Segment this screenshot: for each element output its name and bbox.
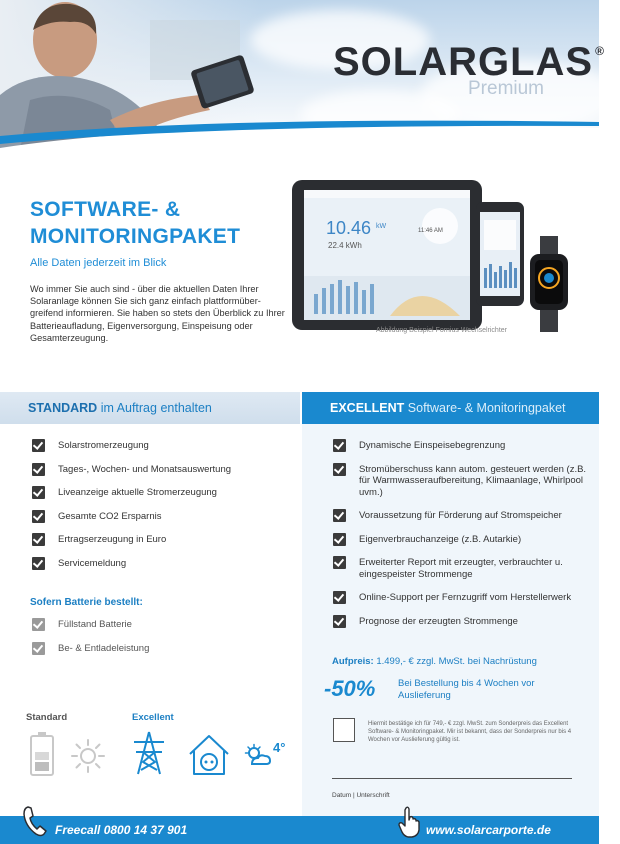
list-item [32,643,149,655]
discount-badge: -50% [324,676,376,701]
list-item [333,534,593,546]
footer-bar [0,816,599,844]
checkbox-checked-icon [32,557,45,570]
excellent-item-label: Dynamische Einspeisebegrenzung [359,440,506,451]
excellent-item-label: Prognose der erzeugten Strommenge [359,615,518,627]
signature-label: Datum | Unterschrift [332,792,390,799]
checkbox-checked-icon [333,463,346,476]
tablet-value: 10.46 [326,218,372,238]
icons-label-standard: Standard [26,712,68,723]
intro-text: Wo immer Sie auch sind - über die aktuellen Daten Ihrer Solaranlage können Sie sich ganz einfach plattformüber- greifend informieren. Sie haben so stets den Überblick zu Ihrer Batterieaufladung, Eigenversorgung, Einspeisung oder Gesamterzeugung. [30,284,285,343]
price-text: 1.499,- € zzgl. MwSt. bei Nachrüstung [373,656,537,667]
checkbox-checked-icon [32,642,45,655]
list-item [333,616,593,628]
standard-item-label: Tages-, Wochen- und Monatsauswertung [58,463,232,475]
checkbox-checked-icon [333,533,346,546]
page-title [30,196,240,250]
price-info [332,656,537,667]
tablet-energy: 22.4 kWh [328,241,362,250]
house-plug-icon [186,732,232,776]
weather-icon [244,744,272,768]
excellent-feature-list [333,440,593,627]
list-item [333,464,593,499]
battery-feature-list [32,619,149,654]
standard-feature-list [32,440,231,569]
checkbox-checked-icon [32,618,45,631]
standard-band-rest: im Auftrag enthalten [97,401,212,415]
pointer-hand-icon [398,806,422,838]
brand-name: SOLARGLAS [333,40,594,84]
battery-heading: Sofern Batterie bestellt: [30,597,143,608]
excellent-band-rest: Software- & Monitoringpaket [404,401,566,415]
standard-band-bold: STANDARD [28,401,98,415]
standard-item-label: Gesamte CO2 Ersparnis [58,510,162,522]
fine-print: Hiermit bestätige ich für 749,- € zzgl. MwSt. zum Sonderpreis das Excellent Software- & Monitoringpaket. Mir ist bekannt, dass der Sonderpreis nur bis 4 Wochen vor Auslieferung gültig ist. [368,721,572,743]
excellent-band-title [330,401,566,415]
checkbox-checked-icon [32,463,45,476]
page-subtitle: Alle Daten jederzeit im Blick [30,257,167,269]
list-item [32,619,149,631]
excellent-item-label: Stromüberschuss kann autom. gesteuert werden (z.B. für Warmwasseraufbereitung, Klimaanlage, Whirlpool uvm.) [359,463,587,498]
standard-item-label: Servicemeldung [58,557,127,569]
checkbox-checked-icon [333,591,346,604]
brand-sub: Premium [468,78,545,99]
list-item [333,510,593,522]
checkbox-checked-icon [333,556,346,569]
standard-band-title [28,401,212,415]
standard-item-label: Ertragserzeugung in Euro [58,534,167,545]
footer-phone[interactable]: Freecall 0800 14 37 901 [55,823,188,837]
phone-icon [22,804,48,838]
devices-caption: Abbildung Beispiel Fornius Wechselrichter [376,327,507,334]
list-item [32,558,231,570]
checkbox-checked-icon [333,439,346,452]
header-swoosh [0,118,599,158]
excellent-item-label: Eigenverbrauchanzeige (z.B. Autarkie) [359,533,522,545]
list-item [333,592,593,604]
list-item [333,557,593,580]
tablet-unit: kW [376,223,387,230]
excellent-band [302,392,599,424]
header-banner [0,0,605,150]
standard-panel [0,392,300,816]
excellent-item-label: Erweiterter Report mit erzeugter, verbrauchter u. eingespeister Strommenge [359,557,563,580]
brand-reg: ® [595,44,605,58]
power-pylon-icon [132,730,166,776]
price-label: Aufpreis: [332,656,374,667]
checkbox-checked-icon [32,486,45,499]
checkbox-checked-icon [32,510,45,523]
battery-item-label: Füllstand Batterie [58,619,132,630]
list-item [32,464,231,476]
checkbox-checked-icon [32,439,45,452]
checkbox-checked-icon [32,533,45,546]
icons-label-excellent: Excellent [132,712,174,723]
standard-band [0,392,300,424]
excellent-band-bold: EXCELLENT [330,401,405,415]
tablet-time: 11:46 AM [418,228,443,234]
standard-item-label: Liveanzeige aktuelle Stromerzeugung [58,487,217,498]
sun-icon [70,738,106,774]
weather-temp: 4° [273,740,286,755]
signature-line[interactable] [332,778,572,779]
checkbox-checked-icon [333,615,346,628]
list-item [32,511,231,523]
discount-note: Bei Bestellung bis 4 Wochen vor Auslieferung [398,678,535,701]
order-checkbox[interactable] [333,718,355,742]
battery-icon [30,732,54,776]
excellent-panel [302,392,599,816]
list-item [32,534,231,546]
footer-website[interactable]: www.solarcarporte.de [426,823,551,837]
list-item [32,487,231,499]
list-item [32,440,231,452]
excellent-item-label: Online-Support per Fernzugriff vom Herstellerwerk [359,592,572,603]
checkbox-checked-icon [333,509,346,522]
devices-illustration [290,176,590,346]
title-line-1: SOFTWARE- & [30,198,181,221]
list-item [333,440,593,452]
excellent-item-label: Voraussetzung für Förderung auf Stromspeicher [359,510,562,521]
standard-item-label: Solarstromerzeugung [58,440,149,451]
title-line-2: MONITORINGPAKET [30,225,241,248]
battery-item-label: Be- & Entladeleistung [58,642,150,654]
